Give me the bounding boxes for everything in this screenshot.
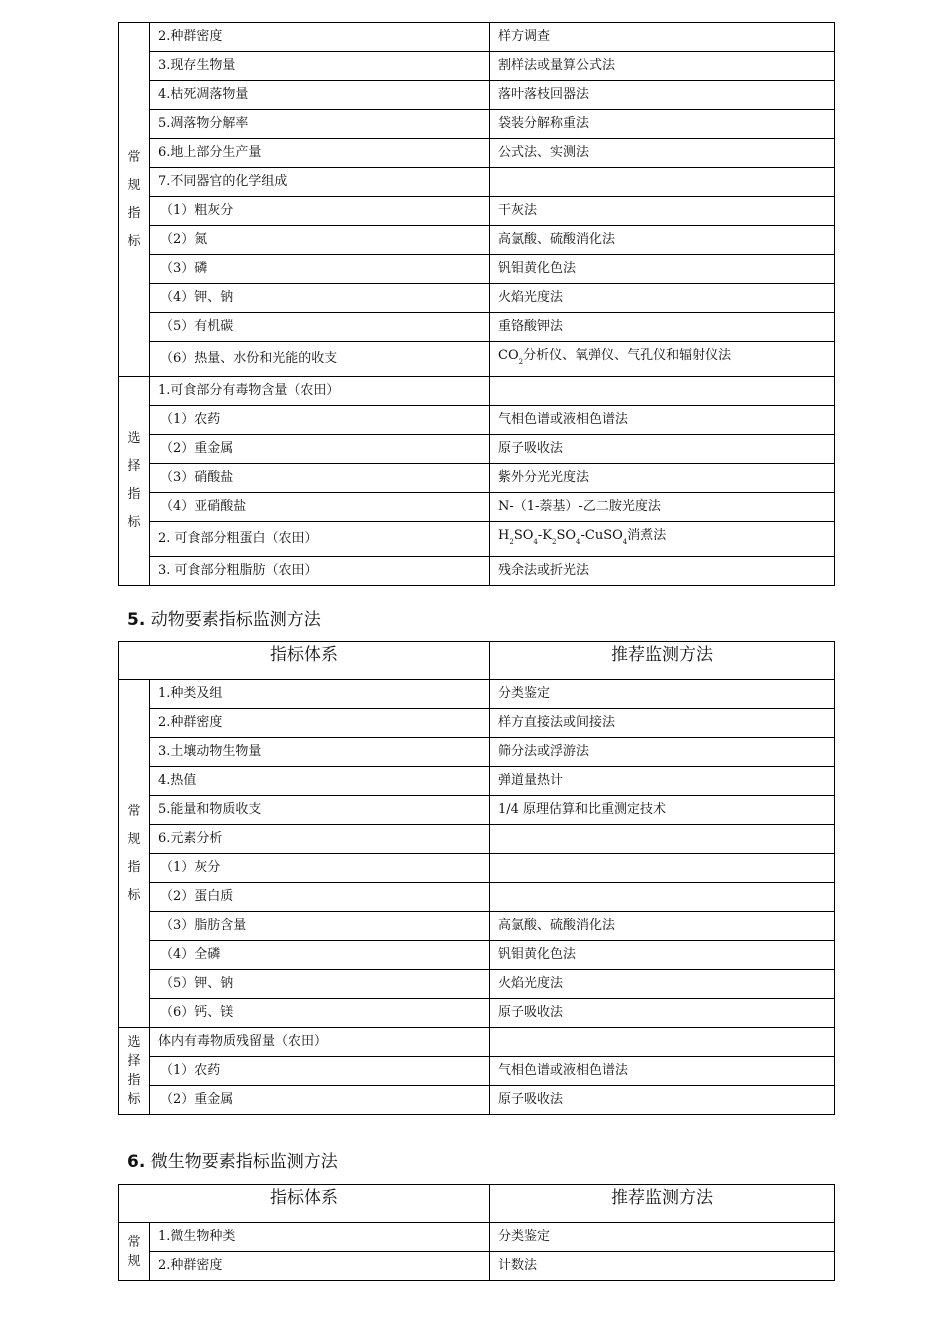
- plant-indicator-cell: （3）硝酸盐: [150, 464, 490, 493]
- animal-header-method: 推荐监测方法: [490, 642, 835, 680]
- animal-indicator-cell: （4）全磷: [150, 941, 490, 970]
- table-row: [119, 767, 835, 796]
- table-row: [119, 23, 835, 52]
- plant-method-cell: $CO_2$分析仪、氧弹仪、气孔仪和辐射仪法: [490, 342, 835, 377]
- microbe-header-method: 推荐监测方法: [490, 1185, 835, 1223]
- table-row: [119, 1223, 835, 1252]
- plant-indicator-cell: 2.种群密度: [150, 23, 490, 52]
- plant-method-cell: 气相色谱或液相色谱法: [490, 406, 835, 435]
- plant-method-cell: 袋装分解称重法: [490, 110, 835, 139]
- animal-method-cell: 弹道量热计: [490, 767, 835, 796]
- animal-indicator-cell: 3.土壤动物生物量: [150, 738, 490, 767]
- animal-indicator-cell: 5.能量和物质收支: [150, 796, 490, 825]
- plant-indicator-table: [118, 22, 835, 586]
- plant-method-cell: N-（1-萘基）-乙二胺光度法: [490, 493, 835, 522]
- plant-indicator-cell: （1）农药: [150, 406, 490, 435]
- table-row: [119, 825, 835, 854]
- table-row: [119, 313, 835, 342]
- plant-method-cell: 样方调查: [490, 23, 835, 52]
- plant-indicator-cell: （2）重金属: [150, 435, 490, 464]
- animal-indicator-table-body: [119, 680, 835, 1115]
- plant-indicator-cell: （5）有机碳: [150, 313, 490, 342]
- animal-indicator-cell: （1）农药: [150, 1057, 490, 1086]
- animal-header-indicator-system: 指标体系: [119, 642, 490, 680]
- animal-method-cell: 钒钼黄化色法: [490, 941, 835, 970]
- table-row: [119, 970, 835, 999]
- table-row: [119, 738, 835, 767]
- animal-indicator-cell: 4.热值: [150, 767, 490, 796]
- table-row: [119, 709, 835, 738]
- plant-method-cell: [490, 377, 835, 406]
- microbe-category-cell: 常 规: [119, 1223, 150, 1281]
- plant-method-cell: 原子吸收法: [490, 435, 835, 464]
- animal-method-cell: 气相色谱或液相色谱法: [490, 1057, 835, 1086]
- plant-method-cell: 落叶落枝回器法: [490, 81, 835, 110]
- animal-indicator-cell: （2）重金属: [150, 1086, 490, 1115]
- section6-heading: [127, 1147, 338, 1172]
- animal-indicator-cell: 2.种群密度: [150, 709, 490, 738]
- plant-indicator-cell: 3. 可食部分粗脂肪（农田）: [150, 557, 490, 586]
- plant-method-cell: 残余法或折光法: [490, 557, 835, 586]
- plant-indicator-cell: 4.枯死凋落物量: [150, 81, 490, 110]
- animal-table-header-row: [119, 642, 835, 680]
- plant-category-cell: 选 择 指 标: [119, 377, 150, 586]
- section6-title: 微生物要素指标监测方法: [150, 1152, 338, 1172]
- table-row: [119, 999, 835, 1028]
- plant-indicator-cell: （2）氮: [150, 226, 490, 255]
- animal-method-cell: [490, 1028, 835, 1057]
- table-row: [119, 52, 835, 81]
- table-row: [119, 139, 835, 168]
- microbe-indicator-table-body: [119, 1223, 835, 1281]
- animal-method-cell: 原子吸收法: [490, 1086, 835, 1115]
- section5-number: 5.: [127, 610, 146, 630]
- plant-indicator-cell: 6.地上部分生产量: [150, 139, 490, 168]
- animal-category-cell: 常 规 指 标: [119, 680, 150, 1028]
- plant-indicator-cell: 7.不同器官的化学组成: [150, 168, 490, 197]
- plant-method-cell: $H_2SO_4-K_2SO_4-CuSO_4$消煮法: [490, 522, 835, 557]
- table-row: [119, 284, 835, 313]
- animal-indicator-cell: （6）钙、镁: [150, 999, 490, 1028]
- table-row: [119, 342, 835, 377]
- plant-indicator-cell: 1.可食部分有毒物含量（农田）: [150, 377, 490, 406]
- table-row: [119, 883, 835, 912]
- table-row: [119, 941, 835, 970]
- animal-method-cell: 原子吸收法: [490, 999, 835, 1028]
- table-row: [119, 406, 835, 435]
- table-row: [119, 255, 835, 284]
- animal-indicator-cell: 1.种类及组: [150, 680, 490, 709]
- table-row: [119, 110, 835, 139]
- table-row: [119, 464, 835, 493]
- plant-indicator-cell: 2. 可食部分粗蛋白（农田）: [150, 522, 490, 557]
- plant-method-cell: 干灰法: [490, 197, 835, 226]
- plant-indicator-cell: 5.凋落物分解率: [150, 110, 490, 139]
- plant-indicator-cell: （6）热量、水份和光能的收支: [150, 342, 490, 377]
- table-row: [119, 1086, 835, 1115]
- table-row: [119, 493, 835, 522]
- animal-indicator-cell: 体内有毒物质残留量（农田）: [150, 1028, 490, 1057]
- section6-number: 6.: [127, 1152, 146, 1172]
- table-row: [119, 557, 835, 586]
- microbe-header-indicator-system: 指标体系: [119, 1185, 490, 1223]
- animal-method-cell: 分类鉴定: [490, 680, 835, 709]
- table-row: [119, 912, 835, 941]
- plant-indicator-cell: （3）磷: [150, 255, 490, 284]
- animal-method-cell: 1/4 原理估算和比重测定技术: [490, 796, 835, 825]
- animal-indicator-cell: 6.元素分析: [150, 825, 490, 854]
- plant-method-cell: 重铬酸钾法: [490, 313, 835, 342]
- animal-indicator-table: [118, 641, 835, 1115]
- animal-indicator-cell: （5）钾、钠: [150, 970, 490, 999]
- plant-method-cell: 钒钼黄化色法: [490, 255, 835, 284]
- animal-method-cell: [490, 825, 835, 854]
- animal-category-cell: 选 择 指 标: [119, 1028, 150, 1115]
- animal-indicator-cell: （3）脂肪含量: [150, 912, 490, 941]
- plant-method-cell: [490, 168, 835, 197]
- plant-indicator-table-body: [119, 23, 835, 586]
- plant-method-cell: 火焰光度法: [490, 284, 835, 313]
- plant-indicator-cell: （4）钾、钠: [150, 284, 490, 313]
- table-row: [119, 226, 835, 255]
- table-row: [119, 435, 835, 464]
- animal-method-cell: 高氯酸、硫酸消化法: [490, 912, 835, 941]
- plant-method-cell: 公式法、实测法: [490, 139, 835, 168]
- plant-indicator-cell: （4）亚硝酸盐: [150, 493, 490, 522]
- animal-method-cell: 火焰光度法: [490, 970, 835, 999]
- microbe-table-header-row: [119, 1185, 835, 1223]
- plant-method-cell: 紫外分光光度法: [490, 464, 835, 493]
- table-row: [119, 377, 835, 406]
- table-row: [119, 522, 835, 557]
- table-row: [119, 1057, 835, 1086]
- table-row: [119, 680, 835, 709]
- plant-indicator-cell: 3.现存生物量: [150, 52, 490, 81]
- section5-heading: [127, 605, 321, 630]
- table-row: [119, 854, 835, 883]
- table-row: [119, 1028, 835, 1057]
- animal-method-cell: 样方直接法或间接法: [490, 709, 835, 738]
- table-row: [119, 168, 835, 197]
- microbe-indicator-cell: 2.种群密度: [150, 1252, 490, 1281]
- animal-indicator-cell: （2）蛋白质: [150, 883, 490, 912]
- animal-indicator-cell: （1）灰分: [150, 854, 490, 883]
- animal-method-cell: 筛分法或浮游法: [490, 738, 835, 767]
- microbe-indicator-table: [118, 1184, 835, 1281]
- microbe-method-cell: 分类鉴定: [490, 1223, 835, 1252]
- table-row: [119, 796, 835, 825]
- plant-indicator-cell: （1）粗灰分: [150, 197, 490, 226]
- microbe-indicator-cell: 1.微生物种类: [150, 1223, 490, 1252]
- plant-method-cell: 割样法或量算公式法: [490, 52, 835, 81]
- table-row: [119, 81, 835, 110]
- animal-method-cell: [490, 883, 835, 912]
- section5-title: 动物要素指标监测方法: [150, 610, 321, 630]
- microbe-method-cell: 计数法: [490, 1252, 835, 1281]
- plant-method-cell: 高氯酸、硫酸消化法: [490, 226, 835, 255]
- animal-method-cell: [490, 854, 835, 883]
- table-row: [119, 197, 835, 226]
- table-row: [119, 1252, 835, 1281]
- plant-category-cell: 常 规 指 标: [119, 23, 150, 377]
